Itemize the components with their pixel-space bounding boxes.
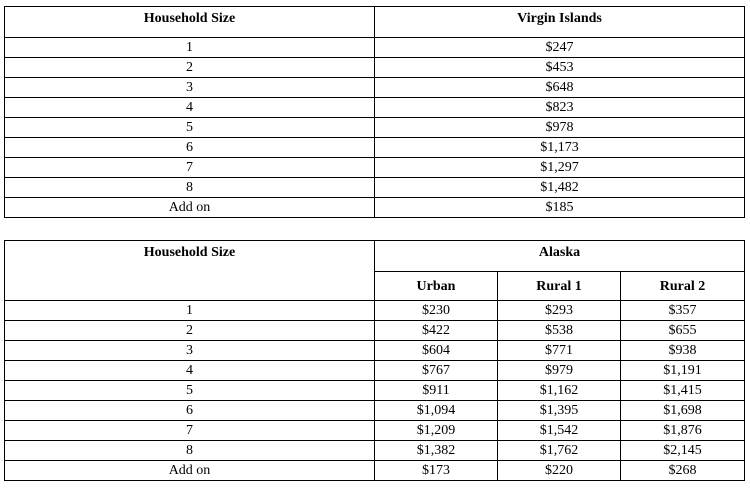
table-row xyxy=(5,38,745,58)
table-row xyxy=(5,118,745,138)
alaska-header: Alaska xyxy=(375,241,745,272)
alaska-table xyxy=(4,240,745,481)
urban-cell: $767 xyxy=(375,361,498,381)
virgin-islands-table xyxy=(4,6,745,218)
table-row xyxy=(5,361,745,381)
table-row xyxy=(5,301,745,321)
rural1-cell: $220 xyxy=(498,461,621,481)
urban-cell: $173 xyxy=(375,461,498,481)
household-size-cell: 2 xyxy=(5,321,375,341)
rural1-cell: $293 xyxy=(498,301,621,321)
household-size-cell: 6 xyxy=(5,401,375,421)
household-size-cell: 5 xyxy=(5,381,375,401)
rural2-cell: $655 xyxy=(621,321,745,341)
amount-cell: $1,297 xyxy=(375,158,745,178)
rural1-cell: $1,542 xyxy=(498,421,621,441)
table-row xyxy=(5,158,745,178)
virgin-islands-header: Virgin Islands xyxy=(375,7,745,38)
rural2-cell: $2,145 xyxy=(621,441,745,461)
household-size-cell: 8 xyxy=(5,441,375,461)
amount-cell: $1,173 xyxy=(375,138,745,158)
urban-cell: $1,209 xyxy=(375,421,498,441)
rural2-cell: $357 xyxy=(621,301,745,321)
urban-cell: $604 xyxy=(375,341,498,361)
household-size-cell: 3 xyxy=(5,78,375,98)
household-size-cell: 7 xyxy=(5,421,375,441)
rural2-cell: $268 xyxy=(621,461,745,481)
amount-cell: $648 xyxy=(375,78,745,98)
rural1-header: Rural 1 xyxy=(498,272,621,301)
household-size-cell: 5 xyxy=(5,118,375,138)
urban-cell: $230 xyxy=(375,301,498,321)
household-size-header: Household Size xyxy=(5,7,375,38)
table-row xyxy=(5,198,745,218)
urban-cell: $1,382 xyxy=(375,441,498,461)
table-row xyxy=(5,321,745,341)
rural1-cell: $1,762 xyxy=(498,441,621,461)
household-size-cell: Add on xyxy=(5,198,375,218)
rural2-cell: $1,698 xyxy=(621,401,745,421)
table-header-row xyxy=(5,7,745,38)
urban-cell: $1,094 xyxy=(375,401,498,421)
table-row xyxy=(5,421,745,441)
amount-cell: $453 xyxy=(375,58,745,78)
household-size-cell: 3 xyxy=(5,341,375,361)
rural1-cell: $538 xyxy=(498,321,621,341)
table-row xyxy=(5,401,745,421)
rural1-cell: $979 xyxy=(498,361,621,381)
household-size-cell: 4 xyxy=(5,98,375,118)
household-size-cell: 6 xyxy=(5,138,375,158)
urban-header: Urban xyxy=(375,272,498,301)
rural2-cell: $1,415 xyxy=(621,381,745,401)
table-row xyxy=(5,98,745,118)
table-row xyxy=(5,461,745,481)
table-row xyxy=(5,58,745,78)
rural2-header: Rural 2 xyxy=(621,272,745,301)
household-size-cell: 1 xyxy=(5,301,375,321)
table-row xyxy=(5,138,745,158)
urban-cell: $911 xyxy=(375,381,498,401)
amount-cell: $185 xyxy=(375,198,745,218)
amount-cell: $823 xyxy=(375,98,745,118)
rural1-cell: $771 xyxy=(498,341,621,361)
rural2-cell: $1,876 xyxy=(621,421,745,441)
rural2-cell: $938 xyxy=(621,341,745,361)
amount-cell: $978 xyxy=(375,118,745,138)
household-size-cell: 4 xyxy=(5,361,375,381)
household-size-cell: Add on xyxy=(5,461,375,481)
rural1-cell: $1,162 xyxy=(498,381,621,401)
household-size-cell: 2 xyxy=(5,58,375,78)
amount-cell: $247 xyxy=(375,38,745,58)
table-row xyxy=(5,441,745,461)
household-size-cell: 7 xyxy=(5,158,375,178)
household-size-header: Household Size xyxy=(5,241,375,301)
rural1-cell: $1,395 xyxy=(498,401,621,421)
table-row xyxy=(5,178,745,198)
table-row xyxy=(5,78,745,98)
urban-cell: $422 xyxy=(375,321,498,341)
household-size-cell: 1 xyxy=(5,38,375,58)
table-header-row xyxy=(5,241,745,272)
table-row xyxy=(5,381,745,401)
household-size-cell: 8 xyxy=(5,178,375,198)
table-row xyxy=(5,341,745,361)
rural2-cell: $1,191 xyxy=(621,361,745,381)
amount-cell: $1,482 xyxy=(375,178,745,198)
